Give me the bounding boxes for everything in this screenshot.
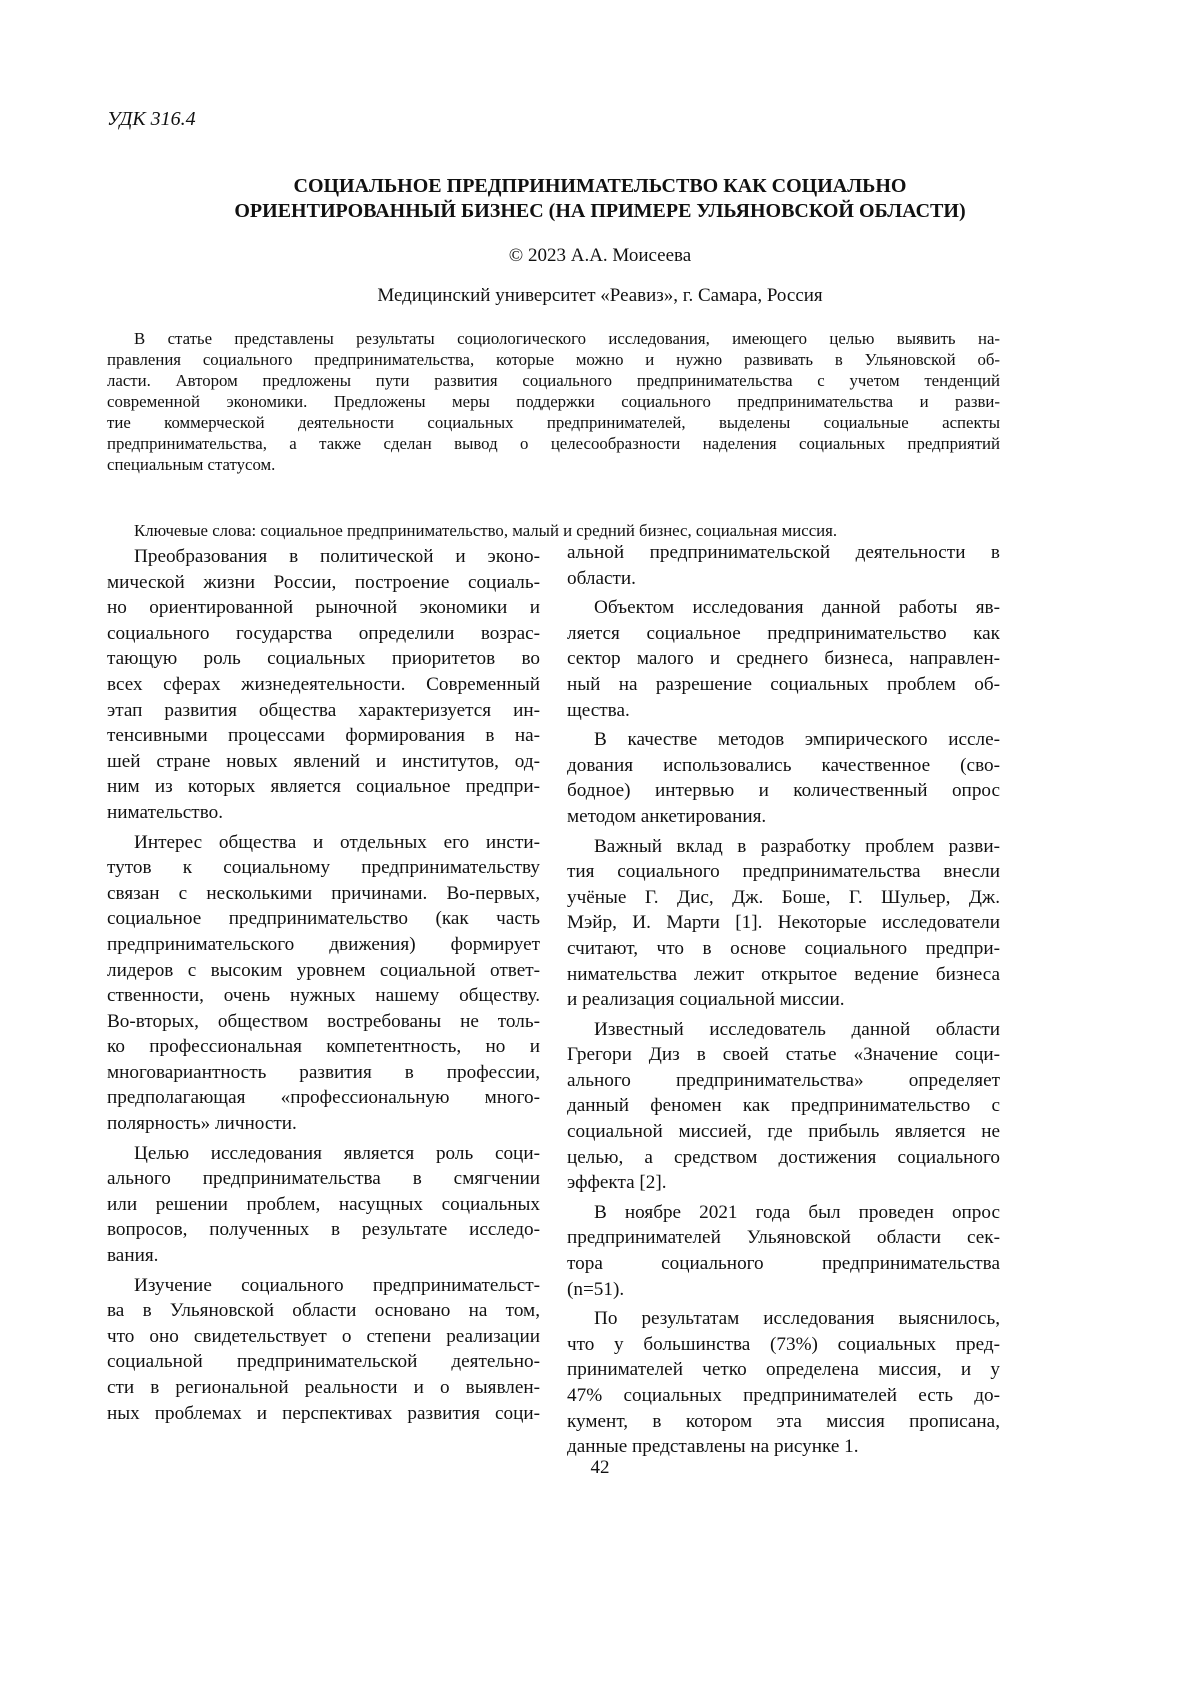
text-line: области. [567, 566, 1000, 592]
text-line: В ноябре 2021 года был проведен опрос [567, 1200, 1000, 1226]
text-line: что оно свидетельствует о степени реализации [107, 1324, 540, 1350]
text-line: Грегори Диз в своей статье «Значение соци- [567, 1042, 1000, 1068]
text-line: предпринимателей Ульяновской области сек- [567, 1225, 1000, 1251]
text-line: данный феномен как предпринимательство с [567, 1093, 1000, 1119]
text-line: социального государства определили возрас- [107, 621, 540, 647]
paragraph [107, 830, 540, 1137]
abstract-line: тие коммерческой деятельности социальных предпринимателей, выделены социальные аспекты [107, 412, 1000, 433]
text-line: ляется социальное предпринимательство как [567, 621, 1000, 647]
abstract-line: правления социального предпринимательства, которые можно и нужно развивать в Ульяновской об- [107, 349, 1000, 370]
text-line: Целью исследования является роль соци- [107, 1141, 540, 1167]
text-line: Известный исследователь данной области [567, 1017, 1000, 1043]
text-line: данные представлены на рисунке 1. [567, 1434, 1000, 1460]
text-line: По результатам исследования выяснилось, [567, 1306, 1000, 1332]
text-line: предпринимательского движения) формирует [107, 932, 540, 958]
abstract-line: В статье представлены результаты социологического исследования, имеющего целью выявить на- [107, 328, 1000, 349]
paragraph [107, 544, 540, 826]
text-line: но ориентированной рыночной экономики и [107, 595, 540, 621]
text-line: тенсивными процессами формирования в на- [107, 723, 540, 749]
text-line: кумент, в котором эта миссия прописана, [567, 1409, 1000, 1435]
text-line: нимательство. [107, 800, 540, 826]
text-line: Изучение социального предпринимательст- [107, 1273, 540, 1299]
text-line: тора социального предпринимательства [567, 1251, 1000, 1277]
paragraph [567, 595, 1000, 723]
text-line: что у большинства (73%) социальных пред- [567, 1332, 1000, 1358]
text-line: лидеров с высоким уровнем социальной ответ- [107, 958, 540, 984]
text-line: щества. [567, 698, 1000, 724]
text-line: ственности, очень нужных нашему обществу. [107, 983, 540, 1009]
text-line: альной предпринимательской деятельности в [567, 540, 1000, 566]
text-line: Интерес общества и отдельных его инсти- [107, 830, 540, 856]
text-line: принимателей четко определена миссия, и у [567, 1357, 1000, 1383]
text-line: этап развития общества характеризуется ин- [107, 698, 540, 724]
text-line: Важный вклад в разработку проблем разви- [567, 834, 1000, 860]
text-line: считают, что в основе социального предпри- [567, 936, 1000, 962]
text-line: 47% социальных предпринимателей есть до- [567, 1383, 1000, 1409]
paragraph [567, 1306, 1000, 1460]
text-line: вопросов, полученных в результате исследо- [107, 1217, 540, 1243]
text-line: дования использовались качественное (сво- [567, 753, 1000, 779]
text-line: сектор малого и среднего бизнеса, направлен- [567, 646, 1000, 672]
text-line: Преобразования в политической и эконо- [107, 544, 540, 570]
article-title-line: ОРИЕНТИРОВАННЫЙ БИЗНЕС (НА ПРИМЕРЕ УЛЬЯНОВСКОЙ ОБЛАСТИ) [100, 199, 1100, 224]
text-line: В качестве методов эмпирического иссле- [567, 727, 1000, 753]
text-line: социальной предпринимательской деятельно- [107, 1349, 540, 1375]
text-line: тающую роль социальных приоритетов во [107, 646, 540, 672]
text-line: методом анкетирования. [567, 804, 1000, 830]
text-line: тия социального предпринимательства внесли [567, 859, 1000, 885]
text-line: эффекта [2]. [567, 1170, 1000, 1196]
text-line: тутов к социальному предпринимательству [107, 855, 540, 881]
text-line: Объектом исследования данной работы яв- [567, 595, 1000, 621]
article-title [100, 174, 1100, 224]
text-line: социальное предпринимательство (как часть [107, 906, 540, 932]
text-line: Мэйр, И. Марти [1]. Некоторые исследователи [567, 910, 1000, 936]
paragraph [567, 540, 1000, 591]
author: © 2023 А.А. Моисеева [100, 245, 1100, 267]
text-line: шей стране новых явлений и институтов, од- [107, 749, 540, 775]
abstract-line: предпринимательства, а также сделан вывод о целесообразности наделения социальных предприятий [107, 433, 1000, 454]
left-column [107, 540, 540, 1426]
page-number: 42 [0, 1457, 1200, 1479]
text-line: многовариантность развития в профессии, [107, 1060, 540, 1086]
affiliation: Медицинский университет «Реавиз», г. Самара, Россия [100, 285, 1100, 307]
text-line: ко профессиональная компетентность, но и [107, 1034, 540, 1060]
text-line: мической жизни России, построение социаль- [107, 570, 540, 596]
paragraph [567, 727, 1000, 829]
text-line: ва в Ульяновской области основано на том, [107, 1298, 540, 1324]
text-line: социальной миссией, где прибыль является не [567, 1119, 1000, 1145]
text-line: нимательства лежит открытое ведение бизнеса [567, 962, 1000, 988]
udc-code: УДК 316.4 [107, 108, 196, 131]
text-line: Во-вторых, обществом востребованы не толь- [107, 1009, 540, 1035]
paragraph [567, 834, 1000, 1013]
paragraph [567, 1017, 1000, 1196]
text-line: бодное) интервью и количественный опрос [567, 778, 1000, 804]
article-title-line: СОЦИАЛЬНОЕ ПРЕДПРИНИМАТЕЛЬСТВО КАК СОЦИАЛЬНО [100, 174, 1100, 199]
paragraph [567, 1200, 1000, 1302]
paragraph [107, 1141, 540, 1269]
text-line: предполагающая «профессиональную много- [107, 1085, 540, 1111]
abstract [107, 328, 1000, 475]
text-line: связан с несколькими причинами. Во-первых, [107, 881, 540, 907]
text-line: целью, а средством достижения социального [567, 1145, 1000, 1171]
keywords: Ключевые слова: социальное предпринимательство, малый и средний бизнес, социальная миссия. [134, 521, 837, 541]
text-line: ный на разрешение социальных проблем об- [567, 672, 1000, 698]
text-line: ных проблемах и перспективах развития соци- [107, 1401, 540, 1427]
text-line: (n=51). [567, 1277, 1000, 1303]
abstract-line: ласти. Автором предложены пути развития социального предпринимательства с учетом тенденций [107, 370, 1000, 391]
abstract-line: специальным статусом. [107, 454, 1000, 475]
paragraph [107, 1273, 540, 1427]
text-line: и реализация социальной миссии. [567, 987, 1000, 1013]
text-line: вания. [107, 1243, 540, 1269]
text-line: сти в региональной реальности и о выявлен- [107, 1375, 540, 1401]
text-line: ального предпринимательства в смягчении [107, 1166, 540, 1192]
text-line: полярность» личности. [107, 1111, 540, 1137]
text-line: всех сферах жизнедеятельности. Современный [107, 672, 540, 698]
text-line: или решении проблем, насущных социальных [107, 1192, 540, 1218]
text-line: ним из которых является социальное предпри- [107, 774, 540, 800]
text-line: учёные Г. Дис, Дж. Боше, Г. Шульер, Дж. [567, 885, 1000, 911]
text-line: ального предпринимательства» определяет [567, 1068, 1000, 1094]
abstract-line: современной экономики. Предложены меры поддержки социального предпринимательства и разви- [107, 391, 1000, 412]
right-column [567, 540, 1000, 1460]
